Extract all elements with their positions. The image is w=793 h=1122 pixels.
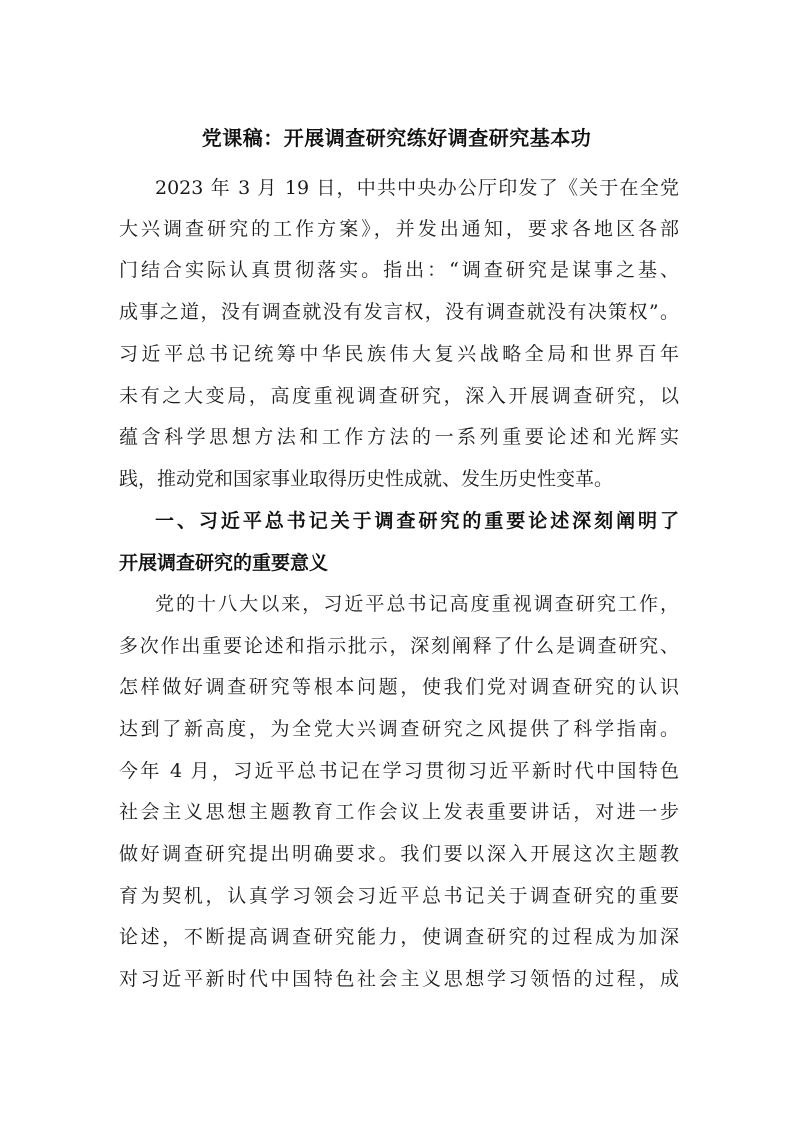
paragraph-line: 党的十八大以来，习近平总书记高度重视调查研究工作， bbox=[155, 593, 679, 615]
paragraph-line: 门结合实际认真贯彻落实。指出：“调查研究是谋事之基、 bbox=[119, 259, 679, 281]
paragraph-line: 习近平总书记统筹中华民族伟大复兴战略全局和世界百年 bbox=[119, 343, 679, 365]
document-title: 党课稿：开展调查研究练好调查研究基本功 bbox=[201, 126, 592, 150]
paragraph-line: 社会主义思想主题教育工作会议上发表重要讲话，对进一步 bbox=[119, 801, 679, 823]
paragraph-line: 2023 年 3 月 19 日，中共中央办公厅印发了《关于在全党 bbox=[155, 177, 679, 199]
paragraph-line: 育为契机，认真学习领会习近平总书记关于调查研究的重要 bbox=[119, 885, 679, 907]
paragraph-line: 达到了新高度，为全党大兴调查研究之风提供了科学指南。 bbox=[119, 718, 679, 740]
paragraph-line: 未有之大变局，高度重视调查研究，深入开展调查研究，以 bbox=[119, 385, 679, 407]
paragraph-line: 蕴含科学思想方法和工作方法的一系列重要论述和光辉实 bbox=[119, 426, 679, 448]
paragraph-line: 做好调查研究提出明确要求。我们要以深入开展这次主题教 bbox=[119, 843, 679, 865]
paragraph-line: 怎样做好调查研究等根本问题，使我们党对调查研究的认识 bbox=[119, 676, 679, 698]
section-heading-line: 一、习近平总书记关于调查研究的重要论述深刻阐明了 bbox=[155, 510, 679, 532]
paragraph-line: 成事之道，没有调查就没有发言权，没有调查就没有决策权”。 bbox=[119, 301, 679, 323]
paragraph-line: 多次作出重要论述和指示批示，深刻阐释了什么是调查研究、 bbox=[119, 635, 679, 657]
paragraph-line: 论述，不断提高调查研究能力，使调查研究的过程成为加深 bbox=[119, 926, 679, 948]
paragraph-line: 大兴调查研究的工作方案》，并发出通知，要求各地区各部 bbox=[119, 218, 679, 240]
section-heading-line: 开展调查研究的重要意义 bbox=[119, 552, 329, 574]
paragraph-line: 对习近平新时代中国特色社会主义思想学习领悟的过程，成 bbox=[119, 968, 679, 990]
paragraph-line: 践，推动党和国家事业取得历史性成就、发生历史性变革。 bbox=[119, 468, 614, 490]
paragraph-line: 今年 4 月，习近平总书记在学习贯彻习近平新时代中国特色 bbox=[119, 760, 679, 782]
